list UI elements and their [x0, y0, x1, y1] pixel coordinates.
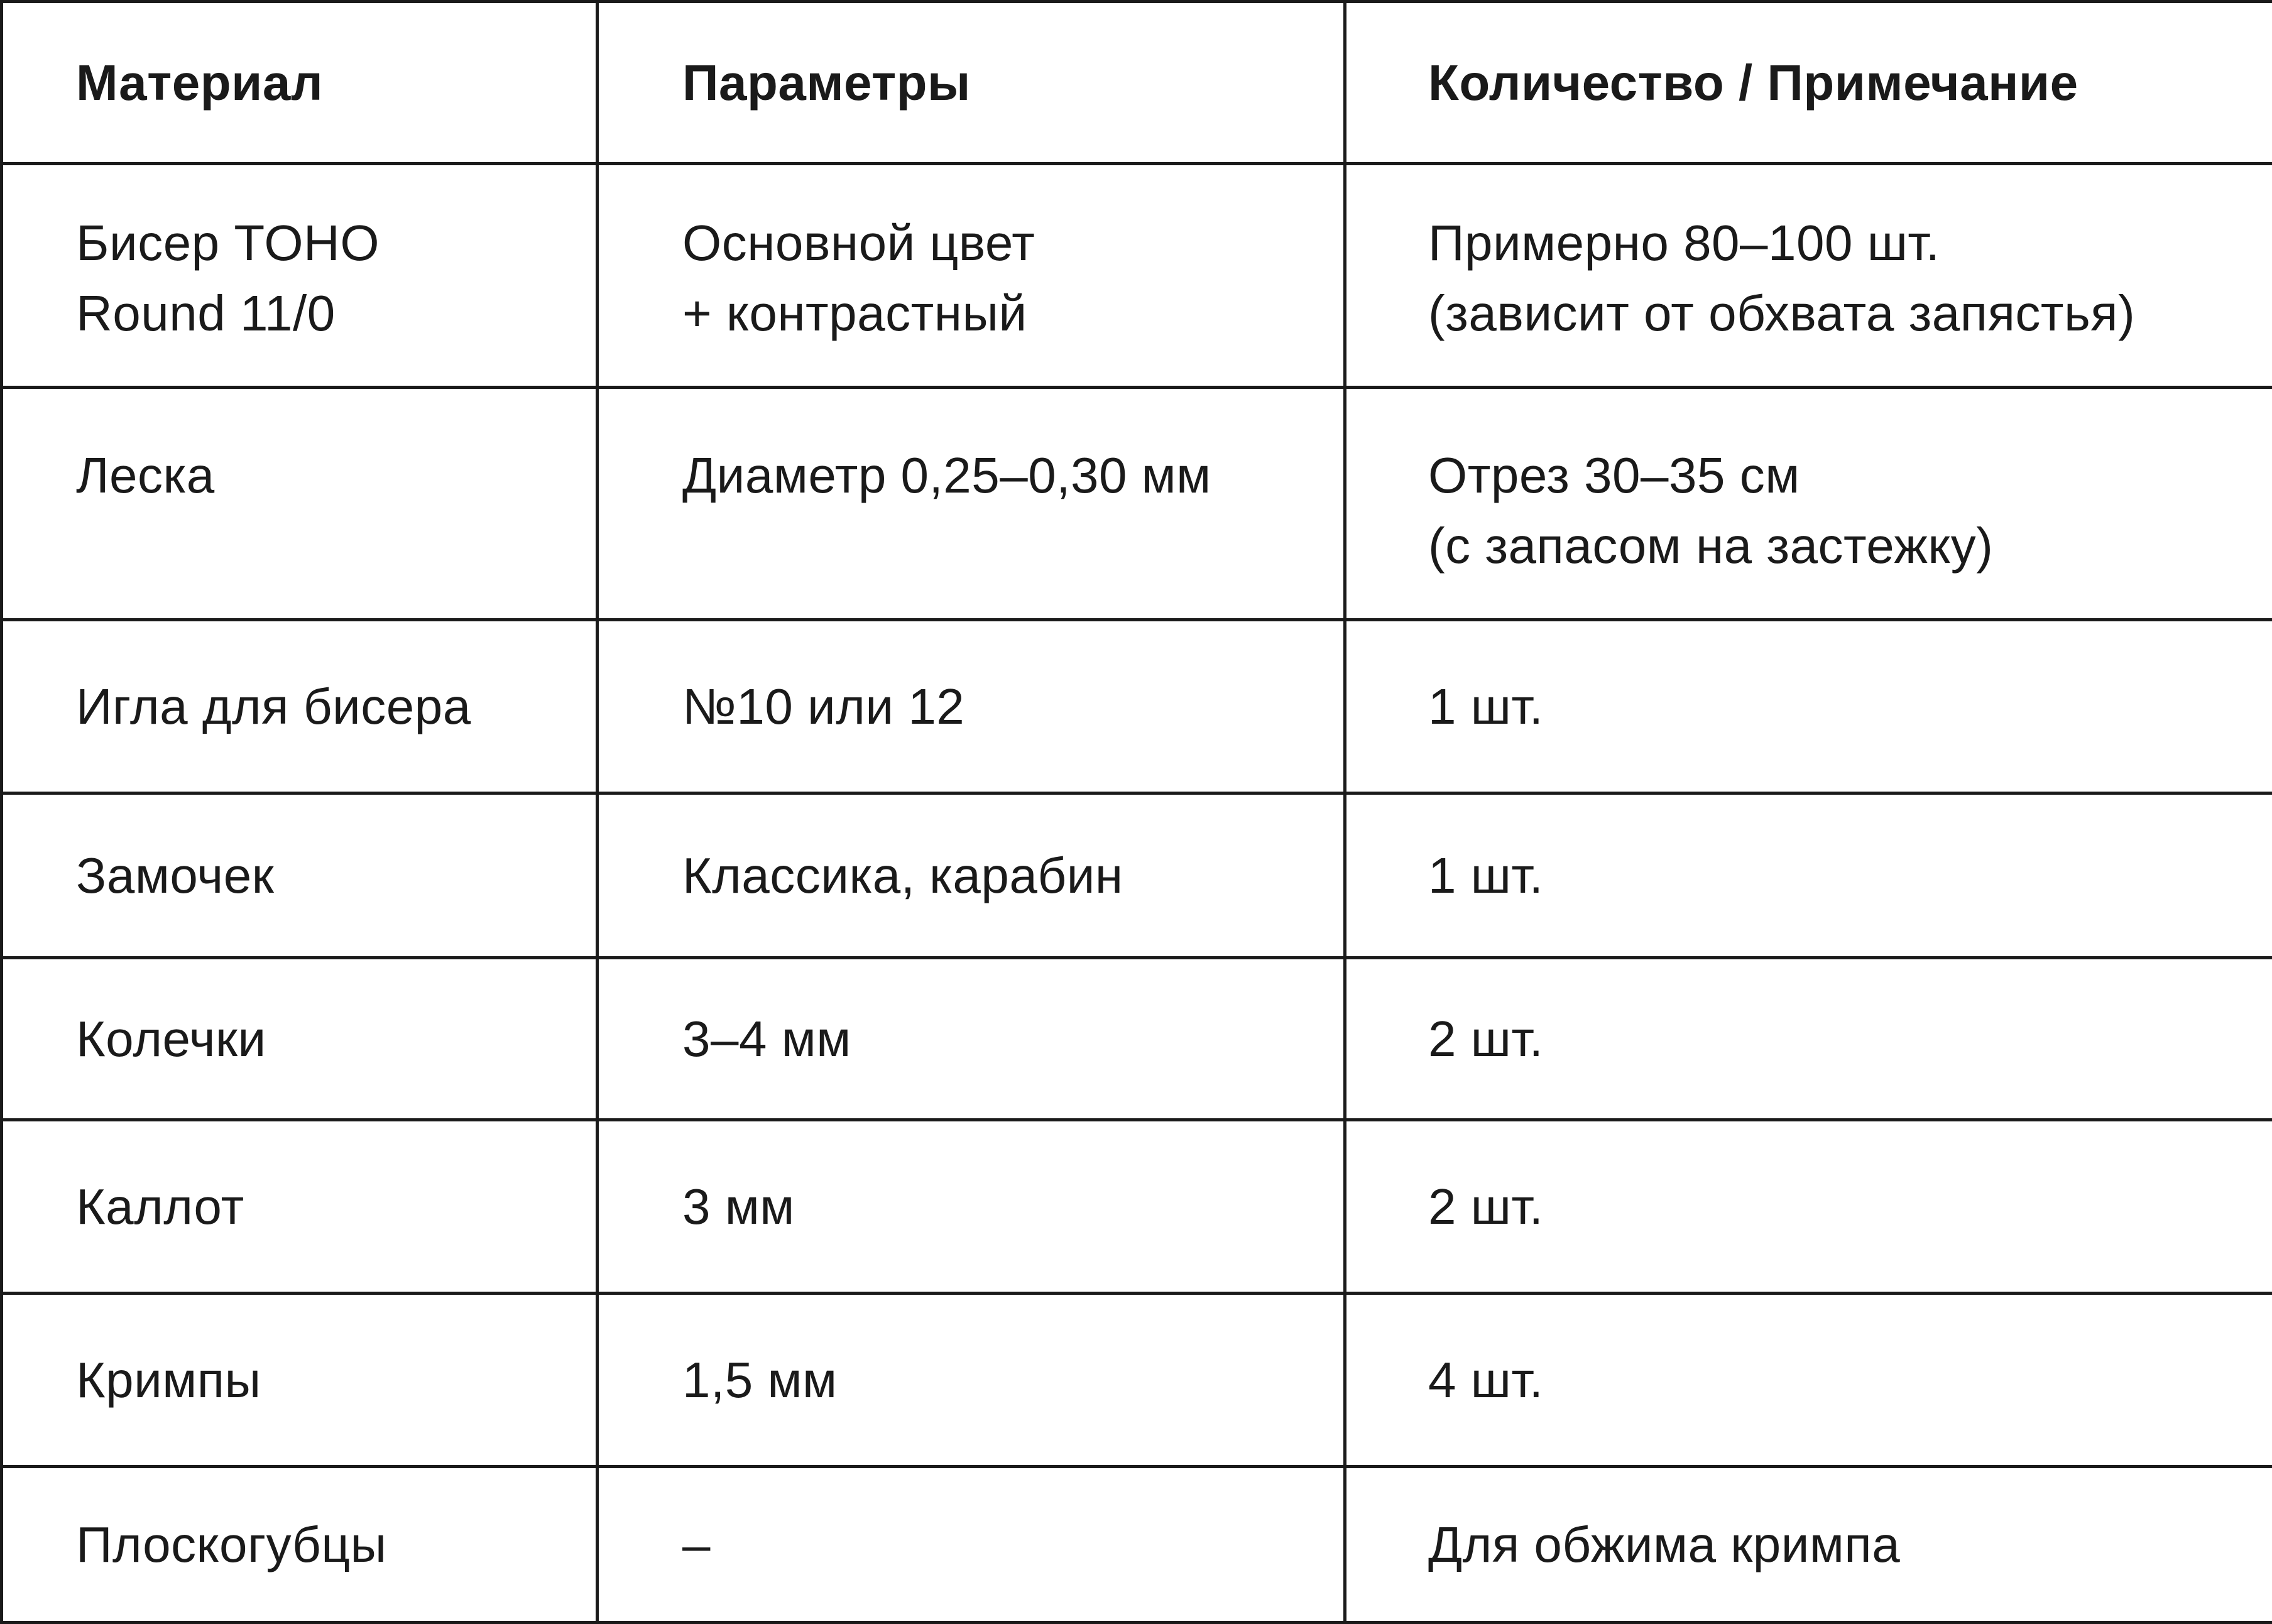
cell-parameters: Классика, карабин — [598, 793, 1345, 958]
cell-material: Каллот — [2, 1120, 598, 1294]
cell-material: Плоскогубцы — [2, 1467, 598, 1623]
table-row — [2, 1120, 2272, 1294]
table-row — [2, 1467, 2272, 1623]
cell-material: Бисер TOHO Round 11/0 — [2, 164, 598, 388]
cell-material: Замочек — [2, 793, 598, 958]
header-material: Материал — [2, 2, 598, 164]
cell-quantity-note: Для обжима кримпа — [1345, 1467, 2272, 1623]
cell-quantity-note: 1 шт. — [1345, 620, 2272, 793]
table-row — [2, 793, 2272, 958]
table-row — [2, 620, 2272, 793]
cell-parameters: 1,5 мм — [598, 1294, 1345, 1467]
cell-quantity-note: Примерно 80–100 шт. (зависит от обхвата запястья) — [1345, 164, 2272, 388]
table-row — [2, 164, 2272, 388]
cell-quantity-note: Отрез 30–35 см (с запасом на застежку) — [1345, 388, 2272, 620]
cell-material: Колечки — [2, 958, 598, 1120]
cell-parameters: 3–4 мм — [598, 958, 1345, 1120]
cell-quantity-note: 4 шт. — [1345, 1294, 2272, 1467]
header-parameters: Параметры — [598, 2, 1345, 164]
table-header-row — [2, 2, 2272, 164]
cell-parameters: Диаметр 0,25–0,30 мм — [598, 388, 1345, 620]
cell-material: Леска — [2, 388, 598, 620]
table-row — [2, 958, 2272, 1120]
cell-material: Игла для бисера — [2, 620, 598, 793]
cell-quantity-note: 1 шт. — [1345, 793, 2272, 958]
table-row — [2, 388, 2272, 620]
cell-quantity-note: 2 шт. — [1345, 1120, 2272, 1294]
cell-parameters: Основной цвет + контрастный — [598, 164, 1345, 388]
cell-parameters: – — [598, 1467, 1345, 1623]
cell-parameters: №10 или 12 — [598, 620, 1345, 793]
table-row — [2, 1294, 2272, 1467]
cell-parameters: 3 мм — [598, 1120, 1345, 1294]
cell-material: Кримпы — [2, 1294, 598, 1467]
header-quantity-note: Количество / Примечание — [1345, 2, 2272, 164]
cell-quantity-note: 2 шт. — [1345, 958, 2272, 1120]
